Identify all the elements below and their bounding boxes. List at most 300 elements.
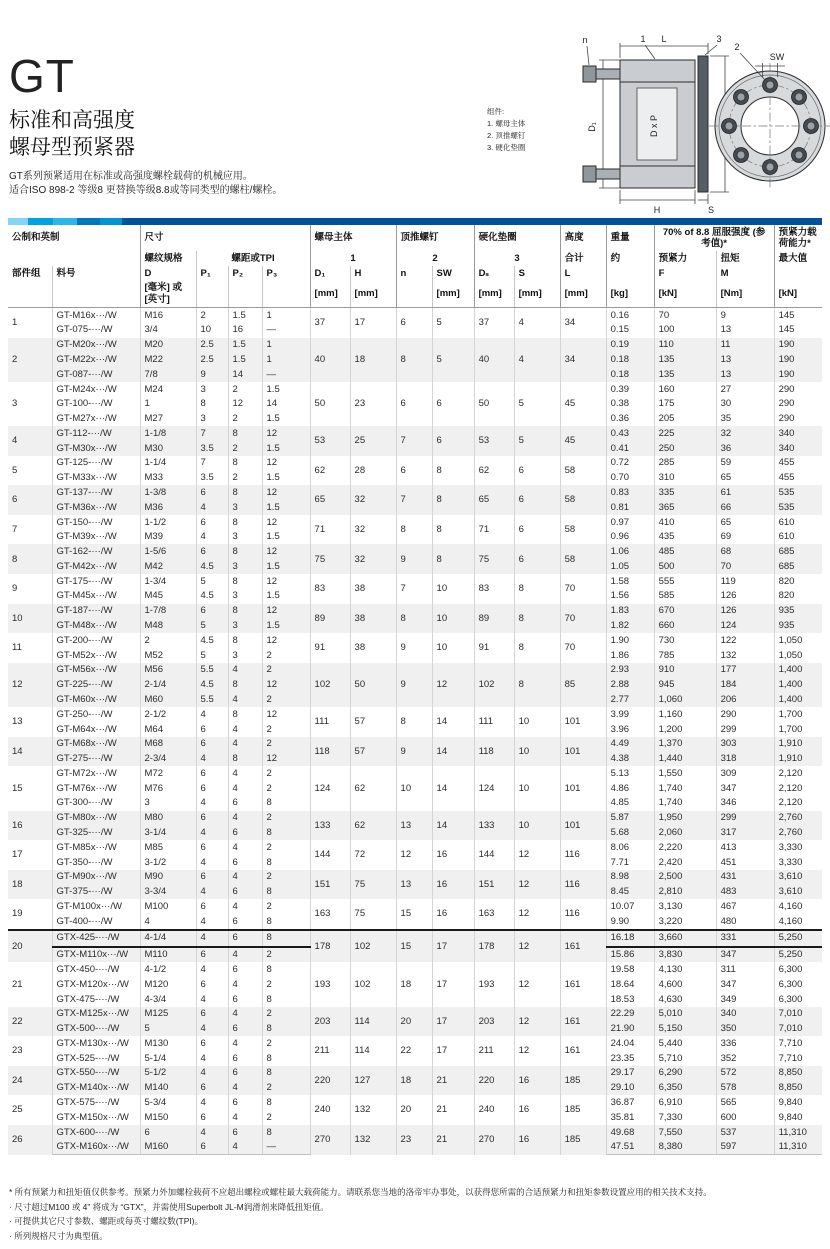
part-number: GT-M76x···/W — [52, 781, 140, 796]
group-number: 19 — [8, 899, 52, 930]
pitch-p2: 8 — [228, 751, 262, 766]
pitch-p3: 1 — [262, 352, 310, 367]
group-number: 12 — [8, 663, 52, 707]
table-row — [8, 899, 822, 914]
jackbolt-count: 6 — [396, 307, 432, 337]
header-thread-spec: 螺纹规格 — [140, 251, 196, 266]
preload-f: 365 — [654, 500, 716, 515]
thread-size: 1-3/8 — [140, 485, 196, 500]
max-capacity: 1,400 — [774, 663, 822, 678]
height-l: 70 — [560, 633, 606, 663]
max-capacity: 9,840 — [778, 1097, 803, 1109]
washer-s: 5 — [514, 382, 560, 426]
jackbolt-count: 7 — [396, 485, 432, 515]
height-l: 58 — [560, 515, 606, 545]
thread-size: M125 — [140, 1007, 196, 1022]
max-capacity: 6,300 — [778, 993, 803, 1005]
product-description-line1: GT系列预紧适用在标准或高强度螺栓载荷的机械应用。 — [9, 171, 253, 182]
unit-d1: [mm] — [310, 281, 350, 308]
weight-kg: 1.83 — [606, 604, 654, 619]
preload-f: 4,600 — [654, 977, 716, 992]
thread-size: M90 — [140, 870, 196, 885]
pitch-p2: 16 — [228, 323, 262, 338]
pitch-p2: 4 — [228, 899, 262, 914]
height-l: 34 — [560, 307, 606, 337]
footnote: * 所有预紧力和扭矩值仅供参考。预紧力外加螺栓载荷不应超出螺栓或螺柱最大载荷能力。请联系您当地的洛帝牢办事处，以获得您所需的合适预紧力和扭矩参数设置应用的相关技术支持。 — [9, 1187, 712, 1197]
weight-kg: 29.17 — [606, 1066, 654, 1081]
label-screw-2: 2 — [734, 42, 740, 52]
weight-kg: 0.72 — [606, 456, 654, 471]
thread-size: M33 — [140, 471, 196, 486]
pitch-p1: 6 — [196, 485, 228, 500]
washer-s: 12 — [514, 1007, 560, 1037]
torque-m: 347 — [716, 781, 774, 796]
jackbolt-sw: 17 — [432, 1036, 474, 1066]
torque-m: 119 — [716, 574, 774, 589]
dim-s-label: S — [707, 205, 715, 215]
pitch-p1: 4 — [196, 707, 228, 722]
preload-f: 1,200 — [654, 722, 716, 737]
pitch-p3: 14 — [262, 397, 310, 412]
max-capacity: 1,700 — [778, 723, 803, 735]
pitch-p1: 4 — [196, 1066, 228, 1081]
pitch-p1: 6 — [196, 766, 228, 781]
preload-f: 3,220 — [654, 914, 716, 930]
pitch-p2: 6 — [228, 1021, 262, 1036]
nut-h: 50 — [350, 663, 396, 707]
part-number: GTX-450-···/W — [52, 962, 140, 977]
washer-ds: 111 — [474, 707, 514, 737]
pitch-p3: 1.5 — [262, 382, 310, 397]
label-body-1: 1 — [640, 34, 646, 44]
accent-bar-segment — [8, 218, 28, 225]
preload-f: 335 — [654, 485, 716, 500]
group-number: 26 — [8, 1125, 52, 1155]
pitch-p3: 2 — [262, 722, 310, 737]
dim-sw-label: SW — [769, 52, 785, 62]
pitch-p1: 4 — [196, 1051, 228, 1066]
thread-size: 3 — [140, 796, 196, 811]
nut-d1: 53 — [310, 426, 350, 456]
jackbolt-sw: 5 — [432, 307, 474, 337]
thread-size: 5 — [140, 1021, 196, 1036]
jackbolt-sw: 8 — [432, 485, 474, 515]
thread-size: 1-7/8 — [140, 604, 196, 619]
max-capacity: 610 — [778, 531, 795, 543]
group-number: 22 — [8, 1007, 52, 1037]
group-number: 25 — [8, 1095, 52, 1125]
torque-m: 347 — [716, 947, 774, 963]
jackbolt-count: 18 — [396, 1066, 432, 1096]
height-l: 101 — [560, 811, 606, 841]
pitch-p3: 2 — [262, 1081, 310, 1096]
thread-size: M24 — [140, 382, 196, 397]
pitch-p1: 4 — [196, 884, 228, 899]
pitch-p1: 4 — [196, 962, 228, 977]
nut-d1: 211 — [310, 1036, 350, 1066]
jackbolt-count: 9 — [396, 544, 432, 574]
preload-f: 435 — [654, 530, 716, 545]
max-capacity: 820 — [778, 575, 795, 587]
torque-m: 537 — [716, 1125, 774, 1140]
pitch-p3: 8 — [262, 1095, 310, 1110]
pitch-p1: 4 — [196, 825, 228, 840]
height-l: 161 — [560, 930, 606, 963]
pitch-p3: 2 — [262, 766, 310, 781]
nut-d1: 178 — [310, 930, 350, 963]
part-number: GT-300-···/W — [52, 796, 140, 811]
washer-ds: 193 — [474, 962, 514, 1006]
table-row — [8, 456, 822, 471]
pitch-p2: 4 — [228, 1081, 262, 1096]
washer-ds: 65 — [474, 485, 514, 515]
pitch-p3: 1.5 — [262, 530, 310, 545]
jackbolt-sw: 6 — [432, 426, 474, 456]
thread-size: 2-3/4 — [140, 751, 196, 766]
height-l: 34 — [560, 338, 606, 382]
pitch-p1: 6 — [196, 544, 228, 559]
part-number: GT-150-···/W — [52, 515, 140, 530]
part-number: GT-137-···/W — [52, 485, 140, 500]
preload-f: 1,370 — [654, 737, 716, 752]
header-num-3: 3 — [474, 251, 560, 266]
jackbolt-count: 23 — [396, 1125, 432, 1155]
pitch-p3: 2 — [262, 737, 310, 752]
thread-size: 1-3/4 — [140, 574, 196, 589]
header-preload: 预紧力 — [654, 251, 716, 266]
max-capacity: 935 — [774, 618, 822, 633]
weight-kg: 0.38 — [606, 397, 654, 412]
weight-kg: 21.90 — [606, 1021, 654, 1036]
pitch-p3: 2 — [262, 811, 310, 826]
thread-size: 5-3/4 — [140, 1095, 196, 1110]
nut-d1: 71 — [310, 515, 350, 545]
washer-ds: 270 — [474, 1125, 514, 1155]
nut-d1: 89 — [310, 604, 350, 634]
washer-s: 10 — [514, 811, 560, 841]
part-number: GT-325-···/W — [52, 825, 140, 840]
thread-size: 3-1/4 — [140, 825, 196, 840]
max-capacity: 8,850 — [774, 1066, 822, 1081]
pitch-p1: 3 — [196, 411, 228, 426]
thread-size: M80 — [140, 811, 196, 826]
pitch-p1: 3 — [196, 382, 228, 397]
weight-kg: 4.85 — [606, 796, 654, 811]
technical-drawing — [525, 30, 830, 220]
pitch-p2: 14 — [228, 367, 262, 382]
jackbolt-sw: 14 — [432, 737, 474, 767]
thread-size: 5-1/4 — [140, 1051, 196, 1066]
torque-m: 480 — [716, 914, 774, 930]
nut-d1: 50 — [310, 382, 350, 426]
nut-h: 72 — [350, 840, 396, 870]
part-number: GT-M42x···/W — [52, 559, 140, 574]
torque-m: 352 — [716, 1051, 774, 1066]
preload-f: 485 — [654, 544, 716, 559]
thread-size: 1-5/6 — [140, 544, 196, 559]
part-number: GT-M27x···/W — [52, 411, 140, 426]
weight-kg: 1.06 — [606, 544, 654, 559]
part-number: GTX-M110x···/W — [52, 947, 140, 963]
max-capacity: 535 — [774, 500, 822, 515]
part-number: GT-M24x···/W — [52, 382, 140, 397]
pitch-p1: 3.5 — [196, 441, 228, 456]
part-number: GT-125-···/W — [52, 456, 140, 471]
jackbolt-sw: 16 — [432, 870, 474, 900]
pitch-p1: 4 — [196, 530, 228, 545]
weight-kg: 0.36 — [606, 411, 654, 426]
unit-kg: [kg] — [606, 281, 654, 308]
preload-f: 1,060 — [654, 692, 716, 707]
pitch-p3: 1 — [262, 307, 310, 322]
max-capacity: 7,710 — [778, 1037, 803, 1049]
page-header — [9, 52, 282, 198]
torque-m: 349 — [716, 992, 774, 1007]
pitch-p1: 6 — [196, 811, 228, 826]
torque-m: 122 — [716, 633, 774, 648]
weight-kg: 0.81 — [606, 500, 654, 515]
jackbolt-count: 9 — [396, 663, 432, 707]
pitch-p3: 8 — [262, 884, 310, 899]
pitch-p2: 4 — [228, 947, 262, 963]
pitch-p1: 4 — [196, 930, 228, 947]
pitch-p3: 12 — [262, 544, 310, 559]
pitch-p1: 6 — [196, 737, 228, 752]
preload-f: 110 — [654, 338, 716, 353]
pitch-p1: 6 — [196, 947, 228, 963]
preload-f: 2,060 — [654, 825, 716, 840]
washer-ds: 37 — [474, 307, 514, 337]
weight-kg: 23.35 — [606, 1051, 654, 1066]
preload-f: 6,290 — [654, 1066, 716, 1081]
pitch-p2: 6 — [228, 962, 262, 977]
preload-f: 205 — [654, 411, 716, 426]
nut-h: 127 — [350, 1066, 396, 1096]
part-number: GT-M90x···/W — [52, 870, 140, 885]
header-approx: 约 — [606, 251, 654, 266]
table-body — [8, 307, 822, 1155]
washer-s: 10 — [514, 737, 560, 767]
torque-m: 184 — [716, 677, 774, 692]
pitch-p2: 4 — [228, 722, 262, 737]
header-torque: 扭矩 — [716, 251, 774, 266]
washer-s: 12 — [514, 840, 560, 870]
torque-m: 35 — [716, 411, 774, 426]
weight-kg: 16.18 — [606, 930, 654, 947]
table-row — [8, 633, 822, 648]
weight-kg: 0.39 — [606, 382, 654, 397]
nut-d1: 151 — [310, 870, 350, 900]
height-l: 161 — [560, 962, 606, 1006]
washer-s: 8 — [514, 633, 560, 663]
weight-kg: 5.87 — [606, 811, 654, 826]
pitch-p1: 4.5 — [196, 589, 228, 604]
height-l: 161 — [560, 1007, 606, 1037]
weight-kg: 2.77 — [606, 692, 654, 707]
torque-m: 61 — [716, 485, 774, 500]
max-capacity: 11,310 — [774, 1140, 822, 1155]
weight-kg: 1.05 — [606, 559, 654, 574]
jackbolt-sw: 14 — [432, 811, 474, 841]
pitch-p1: 6 — [196, 1036, 228, 1051]
table-row — [8, 870, 822, 885]
pitch-p1: 4 — [196, 1125, 228, 1140]
washer-s: 12 — [514, 870, 560, 900]
pitch-p3: 8 — [262, 1021, 310, 1036]
part-number: GTX-575-···/W — [52, 1095, 140, 1110]
pitch-p1: 4 — [196, 1021, 228, 1036]
preload-f: 2,810 — [654, 884, 716, 899]
max-capacity: 1,050 — [778, 649, 803, 661]
max-capacity: 7,010 — [774, 1021, 822, 1036]
pitch-p2: 6 — [228, 884, 262, 899]
pitch-p1: 4.5 — [196, 559, 228, 574]
preload-f: 6,910 — [654, 1095, 716, 1110]
thread-size: M120 — [140, 977, 196, 992]
torque-m: 413 — [716, 840, 774, 855]
pitch-p3: 12 — [262, 485, 310, 500]
max-capacity: 7,010 — [774, 1007, 822, 1022]
pitch-p2: 12 — [228, 397, 262, 412]
weight-kg: 5.68 — [606, 825, 654, 840]
pitch-p3: 1.5 — [262, 618, 310, 633]
part-number: GT-M45x···/W — [52, 589, 140, 604]
pitch-p3: — — [262, 323, 310, 338]
weight-kg: 8.45 — [606, 884, 654, 899]
thread-size: M160 — [140, 1140, 196, 1155]
nut-h: 32 — [350, 485, 396, 515]
pitch-p2: 3 — [228, 559, 262, 574]
pitch-p3: 1.5 — [262, 559, 310, 574]
part-number: GTX-M130x···/W — [52, 1036, 140, 1051]
nut-h: 28 — [350, 456, 396, 486]
max-capacity: 3,610 — [774, 884, 822, 899]
header-max: 最大值 — [778, 252, 808, 264]
thread-size: 7/8 — [140, 367, 196, 382]
pitch-p2: 3 — [228, 648, 262, 663]
weight-kg: 0.41 — [606, 441, 654, 456]
max-capacity: 8,850 — [774, 1081, 822, 1096]
footnotes — [9, 1185, 821, 1243]
washer-s: 12 — [514, 1036, 560, 1066]
weight-kg: 0.96 — [606, 530, 654, 545]
torque-m: 126 — [716, 589, 774, 604]
torque-m: 317 — [716, 825, 774, 840]
pitch-p1: 2.5 — [196, 352, 228, 367]
max-capacity: 610 — [778, 516, 795, 528]
part-number: GTX-M125x···/W — [52, 1007, 140, 1022]
nut-d1: 62 — [310, 456, 350, 486]
table-row — [8, 663, 822, 678]
table-row — [8, 485, 822, 500]
group-number: 16 — [8, 811, 52, 841]
torque-m: 290 — [716, 707, 774, 722]
max-capacity: 290 — [778, 413, 795, 425]
part-number: GT-M16x···/W — [52, 307, 140, 322]
washer-ds: 71 — [474, 515, 514, 545]
weight-kg: 29.10 — [606, 1081, 654, 1096]
pitch-p1: 4 — [196, 796, 228, 811]
max-capacity: 1,400 — [774, 677, 822, 692]
side-view — [582, 34, 740, 215]
part-number: GT-M36x···/W — [52, 500, 140, 515]
spec-table — [8, 225, 822, 1155]
weight-kg: 1.56 — [606, 589, 654, 604]
pitch-p1: 2.5 — [196, 338, 228, 353]
nut-d1: 133 — [310, 811, 350, 841]
group-number: 7 — [8, 515, 52, 545]
pitch-p2: 6 — [228, 930, 262, 947]
thread-size: M130 — [140, 1036, 196, 1051]
accent-bar-segment — [28, 218, 53, 225]
max-capacity: 2,120 — [778, 797, 803, 809]
thread-size: M52 — [140, 648, 196, 663]
max-capacity: 3,610 — [774, 870, 822, 885]
jackbolt-count: 22 — [396, 1036, 432, 1066]
height-l: 58 — [560, 544, 606, 574]
pitch-p2: 8 — [228, 515, 262, 530]
pitch-p1: 7 — [196, 456, 228, 471]
pitch-p3: 8 — [262, 796, 310, 811]
preload-f: 175 — [654, 397, 716, 412]
pitch-p3: 8 — [262, 930, 310, 947]
max-capacity: 340 — [774, 441, 822, 456]
weight-kg: 18.64 — [606, 977, 654, 992]
washer-s: 6 — [514, 515, 560, 545]
pitch-p1: 5.5 — [196, 692, 228, 707]
pitch-p3: 12 — [262, 515, 310, 530]
part-number: GTX-475-···/W — [52, 992, 140, 1007]
part-number: GTX-550-···/W — [52, 1066, 140, 1081]
torque-m: 11 — [716, 338, 774, 353]
torque-m: 66 — [716, 500, 774, 515]
thread-size: 4-3/4 — [140, 992, 196, 1007]
drawing-legend-item: 2. 顶推螺钉 — [487, 131, 526, 140]
max-capacity: 935 — [774, 604, 822, 619]
pitch-p3: 2 — [262, 840, 310, 855]
pitch-p1: 4 — [196, 500, 228, 515]
max-capacity: 820 — [778, 590, 795, 602]
washer-s: 16 — [514, 1066, 560, 1096]
pitch-p3: 2 — [262, 781, 310, 796]
dim-d1-label: D₁ — [587, 122, 597, 132]
jackbolt-sw: 14 — [432, 707, 474, 737]
thread-size: 1 — [140, 397, 196, 412]
part-number: GT-275-···/W — [52, 751, 140, 766]
thread-size: 3-3/4 — [140, 884, 196, 899]
weight-kg: 8.98 — [606, 870, 654, 885]
part-number: GT-M22x···/W — [52, 352, 140, 367]
nut-h: 57 — [350, 707, 396, 737]
nut-h: 32 — [350, 515, 396, 545]
table-row — [8, 1095, 822, 1110]
weight-kg: 1.82 — [606, 618, 654, 633]
jackbolt-sw: 10 — [432, 574, 474, 604]
washer-ds: 144 — [474, 840, 514, 870]
drawing-legend-title: 组件: — [487, 107, 505, 116]
pitch-p2: 4 — [228, 663, 262, 678]
nut-d1: 111 — [310, 707, 350, 737]
torque-m: 126 — [716, 604, 774, 619]
unit-sw: [mm] — [432, 281, 474, 308]
thread-size: 5-1/2 — [140, 1066, 196, 1081]
nut-h: 75 — [350, 870, 396, 900]
part-number: GT-M100x···/W — [52, 899, 140, 914]
pitch-p2: 1.5 — [228, 352, 262, 367]
jackbolt-sw: 8 — [432, 515, 474, 545]
pitch-p1: 6 — [196, 781, 228, 796]
pitch-p3: 1.5 — [262, 471, 310, 486]
